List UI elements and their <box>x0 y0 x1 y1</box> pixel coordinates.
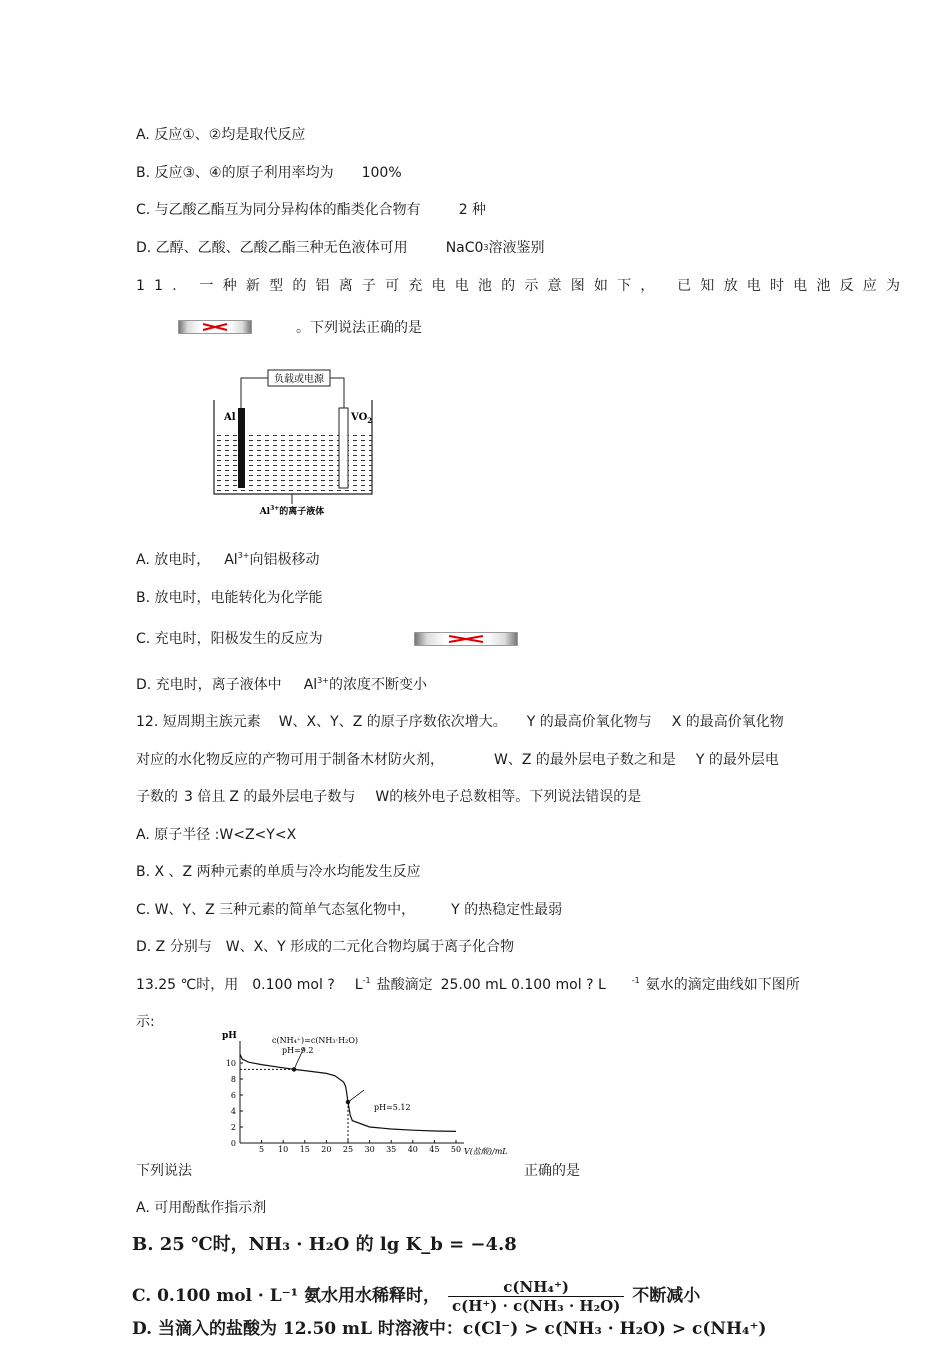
q12-stem-line3: 子数的 3 倍且 Z 的最外层电子数与 W的核外电子总数相等。下列说法错误的是 <box>136 789 642 805</box>
q10-option-b: B. 反应③、④的原子利用率均为 100% <box>136 165 402 181</box>
reaction-equation-image <box>178 320 252 334</box>
al-label: Al <box>224 412 236 423</box>
vo2-label: $VO_2$ <box>351 412 373 425</box>
q12-stem-line2: 对应的水化物反应的产物可用于制备木材防火剂， W、Z 的最外层电子数之和是 Y 的最外层电 <box>136 752 779 768</box>
x-tick-label: 40 <box>407 1145 418 1154</box>
annotation-ph-5-12: pH=5.12 <box>374 1103 411 1112</box>
x-tick-label: 5 <box>259 1145 265 1154</box>
q11-option-b: B. 放电时，电能转化为化学能 <box>136 590 323 606</box>
x-tick-label: 10 <box>278 1145 289 1154</box>
q13-option-a: A. 可用酚酞作指示剂 <box>136 1200 267 1216</box>
y-axis-label: pH <box>222 1031 237 1041</box>
fraction-numerator: c(NH₄⁺) <box>448 1278 624 1297</box>
q10-option-d: D. 乙醇、乙酸、乙酸乙酯三种无色液体可用 NaC03溶液鉴别 <box>136 240 545 256</box>
y-tick-label: 4 <box>230 1107 236 1116</box>
data-point <box>292 1067 296 1071</box>
fraction <box>448 1278 624 1315</box>
q12-option-c: C. W、Y、Z 三种元素的简单气态氢化物中， Y 的热稳定性最弱 <box>136 902 563 918</box>
x-tick-label: 25 <box>342 1145 354 1154</box>
q12-option-b: B. X 、Z 两种元素的单质与冷水均能发生反应 <box>136 864 421 880</box>
q11-option-a: A. 放电时， Al3+向铝极移动 <box>136 551 320 568</box>
vo2-electrode <box>339 408 348 488</box>
battery-diagram <box>208 368 384 520</box>
al-electrode <box>238 408 245 488</box>
x-axis-label: V(盐酸)/mL <box>464 1147 508 1156</box>
q13-under-right: 正确的是 <box>524 1163 580 1179</box>
x-tick-label: 35 <box>386 1145 397 1154</box>
q13-option-d: D. 当滴入的盐酸为 12.50 mL 时溶液中：c(Cl⁻) > c(NH₃ · H₂O) > c(NH₄⁺) <box>132 1319 767 1339</box>
q11-option-d: D. 充电时，离子液体中 Al3+的浓度不断变小 <box>136 676 427 693</box>
broken-image-icon <box>415 633 517 645</box>
q12-option-a: A. 原子半径 :W<Z<Y<X <box>136 827 297 843</box>
q13-stem-line1: 13.25 ℃时，用 0.100 mol ? L-1 盐酸滴定 25.00 mL 0.100 mol ? L -1 氨水的滴定曲线如下图所 <box>136 976 800 993</box>
q12-option-d: D. Z 分别与 W、X、Y 形成的二元化合物均属于离子化合物 <box>136 939 515 955</box>
q11-stem: 11. 一种新型的铝离子可充电电池的示意图如下， 已知放电时电池反应为 <box>136 278 910 294</box>
q13-option-b: B. 25 ℃时，NH₃ · H₂O 的 lg K_b = −4.8 <box>132 1234 517 1255</box>
q10-option-c: C. 与乙酸乙酯互为同分异构体的酯类化合物有 2 种 <box>136 202 487 218</box>
y-tick-label: 6 <box>230 1091 236 1100</box>
fraction-denominator: c(H⁺) · c(NH₃ · H₂O) <box>451 1297 621 1315</box>
y-tick-label: 2 <box>230 1123 236 1132</box>
q11-option-c: C. 充电时，阳极发生的反应为 <box>136 631 323 647</box>
y-tick-label: 0 <box>230 1139 236 1148</box>
x-tick-label: 15 <box>299 1145 310 1154</box>
data-point <box>346 1100 350 1104</box>
x-tick-label: 50 <box>450 1145 462 1154</box>
titration-curve-chart <box>212 1026 532 1156</box>
broken-image-icon <box>179 321 251 333</box>
load-power-label: 负载或电源 <box>274 374 324 385</box>
q13-under-left: 下列说法 <box>136 1163 192 1179</box>
y-tick-label: 8 <box>230 1075 236 1084</box>
anode-reaction-image <box>414 632 518 646</box>
x-tick-label: 45 <box>429 1145 440 1154</box>
x-tick-label: 20 <box>321 1145 332 1154</box>
q11-stem-tail: 。下列说法正确的是 <box>296 320 422 336</box>
y-tick-label: 10 <box>225 1059 236 1068</box>
annotation-ph-9-2: pH=9.2 <box>282 1046 314 1055</box>
q12-stem-line1: 12. 短周期主族元素 W、X、Y、Z 的原子序数依次增大。 Y 的最高价氧化物与 X 的最高价氧化物 <box>136 714 784 730</box>
q13-stem-line2: 示: <box>136 1014 155 1030</box>
q10-option-a: A. 反应①、②均是取代反应 <box>136 127 306 143</box>
leader-ph-5-12 <box>348 1090 364 1102</box>
ionic-liquid-label: $Al^{3+}$的离子液体 <box>259 505 325 517</box>
x-tick-label: 30 <box>364 1145 375 1154</box>
q13-option-c: C. 0.100 mol · L⁻¹ 氨水用水稀释时， $\frac{\text{c(NH₄⁺)}}{\text{c(H⁺) · c(NH₃ · H₂O)}}$ 不断减小 <box>132 1278 701 1315</box>
annotation-equal-conc: c(NH₄⁺)=c(NH₃·H₂O) <box>272 1036 359 1045</box>
